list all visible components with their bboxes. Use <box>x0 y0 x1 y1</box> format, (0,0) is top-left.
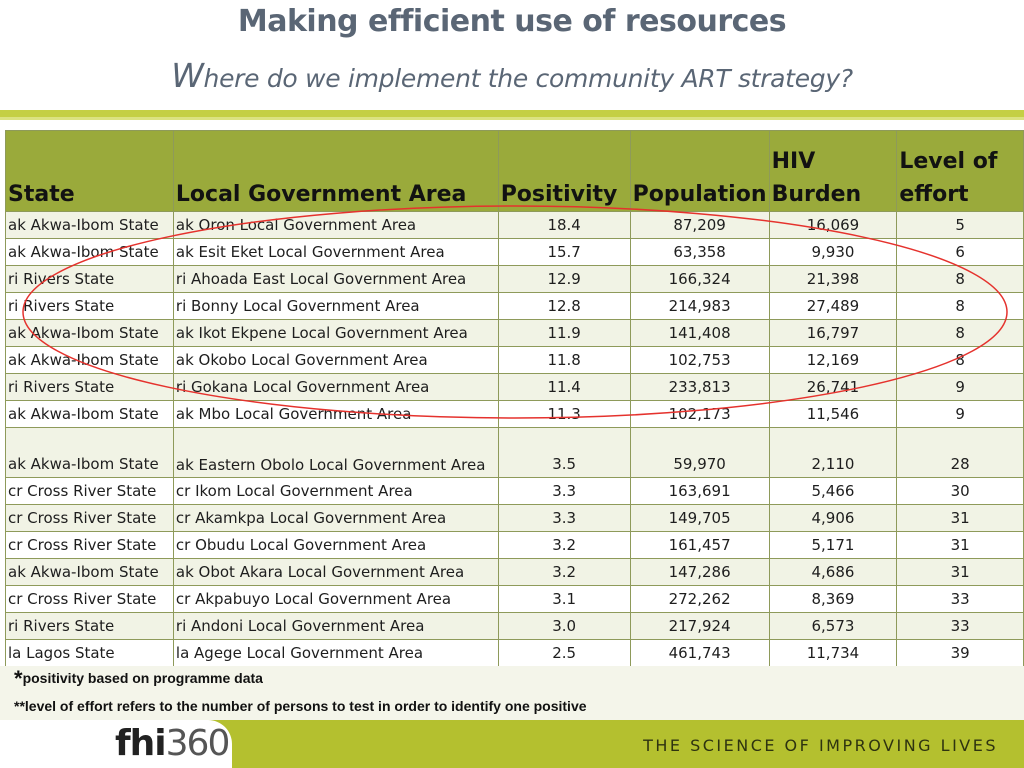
cell-positivity: 11.4 <box>498 374 630 401</box>
cell-lga: ri Andoni Local Government Area <box>173 613 498 640</box>
cell-positivity: 11.9 <box>498 320 630 347</box>
cell-level-of-effort: 9 <box>897 401 1024 428</box>
cell-population: 59,970 <box>630 428 769 478</box>
cell-state: ri Rivers State <box>6 266 174 293</box>
title-divider <box>0 110 1024 117</box>
lga-table-container <box>5 130 1024 667</box>
cell-level-of-effort: 5 <box>897 212 1024 239</box>
cell-hiv-burden: 27,489 <box>769 293 897 320</box>
table-row <box>6 239 1024 266</box>
cell-level-of-effort: 6 <box>897 239 1024 266</box>
cell-positivity: 3.2 <box>498 532 630 559</box>
cell-lga: ri Ahoada East Local Government Area <box>173 266 498 293</box>
cell-positivity: 3.0 <box>498 613 630 640</box>
cell-positivity: 3.3 <box>498 505 630 532</box>
cell-level-of-effort: 28 <box>897 428 1024 478</box>
cell-positivity: 11.3 <box>498 401 630 428</box>
table-row <box>6 532 1024 559</box>
cell-lga: ak Eastern Obolo Local Government Area <box>173 428 498 478</box>
slide-subtitle <box>0 56 1024 95</box>
cell-population: 272,262 <box>630 586 769 613</box>
table-header-row <box>6 131 1024 212</box>
cell-level-of-effort: 8 <box>897 320 1024 347</box>
lga-table <box>5 130 1024 667</box>
footnote-level-of-effort: **level of effort refers to the number of persons to test in order to identify one positive <box>14 698 587 714</box>
cell-hiv-burden: 12,169 <box>769 347 897 374</box>
cell-positivity: 3.5 <box>498 428 630 478</box>
subtitle-initial: W <box>171 56 204 95</box>
cell-level-of-effort: 8 <box>897 266 1024 293</box>
cell-level-of-effort: 33 <box>897 586 1024 613</box>
cell-population: 166,324 <box>630 266 769 293</box>
cell-positivity: 3.2 <box>498 559 630 586</box>
cell-lga: ri Bonny Local Government Area <box>173 293 498 320</box>
table-row <box>6 212 1024 239</box>
table-row <box>6 505 1024 532</box>
cell-state: cr Cross River State <box>6 478 174 505</box>
cell-lga: ak Ikot Ekpene Local Government Area <box>173 320 498 347</box>
cell-hiv-burden: 9,930 <box>769 239 897 266</box>
table-row <box>6 320 1024 347</box>
footnote-positivity-text: positivity based on programme data <box>22 670 263 686</box>
slide-title: Making efficient use of resources <box>237 4 787 39</box>
cell-lga: ak Oron Local Government Area <box>173 212 498 239</box>
cell-state: la Lagos State <box>6 640 174 667</box>
cell-level-of-effort: 8 <box>897 347 1024 374</box>
table-row <box>6 559 1024 586</box>
cell-state: cr Cross River State <box>6 532 174 559</box>
cell-hiv-burden: 16,797 <box>769 320 897 347</box>
cell-positivity: 3.3 <box>498 478 630 505</box>
cell-population: 63,358 <box>630 239 769 266</box>
cell-lga: ak Esit Eket Local Government Area <box>173 239 498 266</box>
cell-hiv-burden: 11,734 <box>769 640 897 667</box>
cell-state: ri Rivers State <box>6 293 174 320</box>
header-level-of-effort: Level of effort <box>897 131 1024 212</box>
cell-population: 141,408 <box>630 320 769 347</box>
cell-lga: cr Akamkpa Local Government Area <box>173 505 498 532</box>
header-population: Population <box>630 131 769 212</box>
footnote-positivity <box>14 666 263 696</box>
cell-level-of-effort: 33 <box>897 613 1024 640</box>
table-row <box>6 347 1024 374</box>
cell-positivity: 11.8 <box>498 347 630 374</box>
table-row <box>6 586 1024 613</box>
cell-state: ak Akwa-Ibom State <box>6 347 174 374</box>
cell-hiv-burden: 8,369 <box>769 586 897 613</box>
cell-state: ak Akwa-Ibom State <box>6 559 174 586</box>
cell-lga: ak Mbo Local Government Area <box>173 401 498 428</box>
cell-hiv-burden: 26,741 <box>769 374 897 401</box>
cell-state: ak Akwa-Ibom State <box>6 212 174 239</box>
cell-hiv-burden: 6,573 <box>769 613 897 640</box>
cell-positivity: 15.7 <box>498 239 630 266</box>
cell-state: cr Cross River State <box>6 586 174 613</box>
table-row <box>6 428 1024 478</box>
table-row <box>6 613 1024 640</box>
cell-state: ak Akwa-Ibom State <box>6 239 174 266</box>
cell-hiv-burden: 21,398 <box>769 266 897 293</box>
footer-tagline: THE SCIENCE OF IMPROVING LIVES <box>643 736 998 755</box>
cell-state: cr Cross River State <box>6 505 174 532</box>
cell-level-of-effort: 31 <box>897 559 1024 586</box>
header-hiv-burden: HIV Burden <box>769 131 897 212</box>
cell-state: ak Akwa-Ibom State <box>6 428 174 478</box>
cell-positivity: 3.1 <box>498 586 630 613</box>
subtitle-text: here do we implement the community ART strategy? <box>203 64 853 93</box>
cell-hiv-burden: 11,546 <box>769 401 897 428</box>
cell-state: ri Rivers State <box>6 613 174 640</box>
cell-lga: cr Obudu Local Government Area <box>173 532 498 559</box>
cell-level-of-effort: 9 <box>897 374 1024 401</box>
table-row <box>6 266 1024 293</box>
cell-population: 161,457 <box>630 532 769 559</box>
cell-positivity: 18.4 <box>498 212 630 239</box>
cell-positivity: 12.8 <box>498 293 630 320</box>
fhi360-logo <box>115 724 228 764</box>
cell-hiv-burden: 16,069 <box>769 212 897 239</box>
cell-population: 214,983 <box>630 293 769 320</box>
cell-lga: ri Gokana Local Government Area <box>173 374 498 401</box>
cell-level-of-effort: 39 <box>897 640 1024 667</box>
cell-population: 217,924 <box>630 613 769 640</box>
cell-state: ak Akwa-Ibom State <box>6 320 174 347</box>
footnote-asterisk: * <box>14 666 23 691</box>
cell-lga: ak Obot Akara Local Government Area <box>173 559 498 586</box>
cell-level-of-effort: 31 <box>897 532 1024 559</box>
cell-level-of-effort: 8 <box>897 293 1024 320</box>
header-positivity: Positivity <box>498 131 630 212</box>
cell-population: 147,286 <box>630 559 769 586</box>
table-row <box>6 293 1024 320</box>
cell-population: 102,753 <box>630 347 769 374</box>
header-state: State <box>6 131 174 212</box>
cell-population: 163,691 <box>630 478 769 505</box>
cell-population: 102,173 <box>630 401 769 428</box>
logo-fhi: fhi <box>115 723 166 764</box>
cell-lga: ak Okobo Local Government Area <box>173 347 498 374</box>
table-row <box>6 478 1024 505</box>
table-row <box>6 374 1024 401</box>
cell-population: 461,743 <box>630 640 769 667</box>
logo-360: 360 <box>165 723 229 764</box>
cell-population: 149,705 <box>630 505 769 532</box>
cell-hiv-burden: 4,686 <box>769 559 897 586</box>
footnotes <box>0 666 1024 720</box>
header-lga: Local Government Area <box>173 131 498 212</box>
table-row <box>6 640 1024 667</box>
cell-hiv-burden: 4,906 <box>769 505 897 532</box>
cell-level-of-effort: 31 <box>897 505 1024 532</box>
cell-hiv-burden: 2,110 <box>769 428 897 478</box>
cell-positivity: 12.9 <box>498 266 630 293</box>
cell-level-of-effort: 30 <box>897 478 1024 505</box>
cell-hiv-burden: 5,171 <box>769 532 897 559</box>
title-divider-light <box>0 117 1024 120</box>
cell-state: ri Rivers State <box>6 374 174 401</box>
cell-hiv-burden: 5,466 <box>769 478 897 505</box>
cell-population: 87,209 <box>630 212 769 239</box>
cell-lga: cr Akpabuyo Local Government Area <box>173 586 498 613</box>
table-row <box>6 401 1024 428</box>
cell-positivity: 2.5 <box>498 640 630 667</box>
cell-lga: la Agege Local Government Area <box>173 640 498 667</box>
cell-lga: cr Ikom Local Government Area <box>173 478 498 505</box>
cell-population: 233,813 <box>630 374 769 401</box>
cell-state: ak Akwa-Ibom State <box>6 401 174 428</box>
